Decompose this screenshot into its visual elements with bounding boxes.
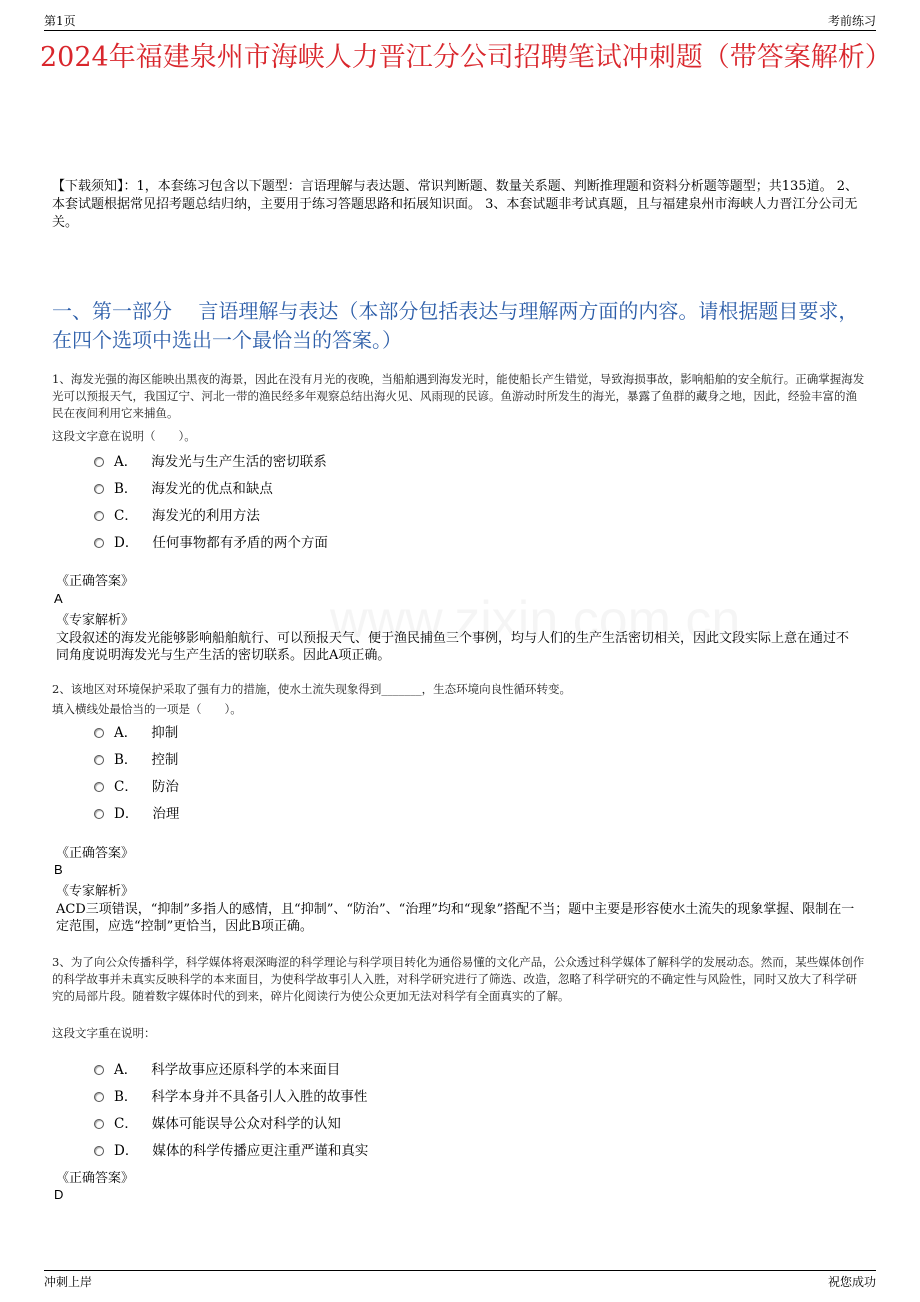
radio-icon[interactable] <box>94 484 104 494</box>
radio-icon[interactable] <box>94 728 104 738</box>
option-d[interactable]: D． 媒体的科学传播应更注重严谨和真实 <box>94 1135 368 1162</box>
option-d[interactable]: D． 治理 <box>94 798 179 825</box>
analysis-text: ACD三项错误，“抑制”多指人的感情，且“抑制”、“防治”、“治理”均和“现象”搭配不当；题中主要是形容使水土流失的现象掌握、限制在一定范围，应选“控制”更恰当，因此B项正确。 <box>56 902 855 934</box>
answer-label: 《正确答案》 <box>56 846 135 861</box>
answer-value: D <box>54 1187 64 1202</box>
question-2-prompt: 填入横线处最恰当的一项是（ ）。 <box>52 702 242 716</box>
radio-icon[interactable] <box>94 782 104 792</box>
footer-right: 祝您成功 <box>827 1275 876 1289</box>
answer-label: 《正确答案》 <box>56 1171 135 1186</box>
option-b[interactable]: B． 海发光的优点和缺点 <box>94 473 328 500</box>
option-d[interactable]: D． 任何事物都有矛盾的两个方面 <box>94 527 328 554</box>
option-a[interactable]: A． 抑制 <box>94 717 179 744</box>
option-a[interactable]: A． 科学故事应还原科学的本来面目 <box>94 1054 368 1081</box>
page-footer <box>44 1270 876 1291</box>
page-header <box>44 12 876 31</box>
question-1-stem: 1、海发光强的海区能映出黑夜的海景，因此在没有月光的夜晚，当船舶遇到海发光时，能使船长产生错觉，导致海损事故，影响船舶的安全航行。正确掌握海发光可以预报天气，我国辽宁、河北一带的渔民经多年观察总结出海火见、风雨现的民谚。鱼游动时所发生的海光，暴露了鱼群的藏身之地，因此，经验丰富的渔民在夜间利用它来捕鱼。 <box>52 372 865 420</box>
radio-icon[interactable] <box>94 457 104 467</box>
radio-icon[interactable] <box>94 511 104 521</box>
question-1-options <box>94 446 328 554</box>
option-b[interactable]: B． 科学本身并不具备引人入胜的故事性 <box>94 1081 368 1108</box>
answer-value: B <box>54 862 63 877</box>
analysis-label: 《专家解析》 <box>56 884 135 899</box>
download-notice: 【下载须知】：1，本套练习包含以下题型：言语理解与表达题、常识判断题、数量关系题、判断推理题和资料分析题等题型；共135道。 2、本套试题根据常见招考题总结归纳，主要用于练习答题思路和拓展知识面。 3、本套试题非考试真题，且与福建泉州市海峡人力晋江分公司无关。 <box>52 179 858 230</box>
radio-icon[interactable] <box>94 1146 104 1156</box>
radio-icon[interactable] <box>94 538 104 548</box>
radio-icon[interactable] <box>94 809 104 819</box>
radio-icon[interactable] <box>94 755 104 765</box>
answer-label: 《正确答案》 <box>56 574 135 589</box>
question-3-stem: 3、为了向公众传播科学，科学媒体将艰深晦涩的科学理论与科学项目转化为通俗易懂的文化产品，公众透过科学媒体了解科学的发展动态。然而，某些媒体创作的科学故事并未真实反映科学的本来面目，为使科学故事引人入胜，对科学研究进行了筛选、改造，忽略了科学研究的不确定性与风险性，同时又放大了科学研究的局部片段。随着数字媒体时代的到来，碎片化阅读行为使公众更加无法对科学有全面真实的了解。 <box>52 955 865 1003</box>
analysis-label: 《专家解析》 <box>56 613 135 628</box>
question-2-options <box>94 717 179 825</box>
option-c[interactable]: C． 防治 <box>94 771 179 798</box>
section-heading: 一、第一部分 言语理解与表达（本部分包括表达与理解两方面的内容。请根据题目要求，在四个选项中选出一个最恰当的答案。） <box>52 299 859 352</box>
option-c[interactable]: C． 媒体可能误导公众对科学的认知 <box>94 1108 368 1135</box>
header-label: 考前练习 <box>827 14 876 28</box>
option-a[interactable]: A． 海发光与生产生活的密切联系 <box>94 446 328 473</box>
radio-icon[interactable] <box>94 1065 104 1075</box>
radio-icon[interactable] <box>94 1119 104 1129</box>
footer-left: 冲刺上岸 <box>44 1275 93 1289</box>
answer-value: A <box>54 591 63 606</box>
option-c[interactable]: C． 海发光的利用方法 <box>94 500 328 527</box>
question-2-stem: 2、该地区对环境保护采取了强有力的措施，使水土流失现象得到_______，生态环境向良性循环转变。 <box>52 682 572 696</box>
question-1-prompt: 这段文字意在说明（ ）。 <box>52 429 196 443</box>
option-b[interactable]: B． 控制 <box>94 744 179 771</box>
page-number: 第1页 <box>44 14 76 28</box>
question-3-prompt: 这段文字重在说明： <box>52 1026 156 1040</box>
document-title: 2024年福建泉州市海峡人力晋江分公司招聘笔试冲刺题（带答案解析） <box>40 42 892 73</box>
question-3-options <box>94 1054 368 1162</box>
analysis-text: 文段叙述的海发光能够影响船舶航行、可以预报天气、便于渔民捕鱼三个事例，均与人们的生产生活密切相关，因此文段实际上意在通过不同角度说明海发光与生产生活的密切联系。因此A项正确。 <box>56 631 850 663</box>
radio-icon[interactable] <box>94 1092 104 1102</box>
